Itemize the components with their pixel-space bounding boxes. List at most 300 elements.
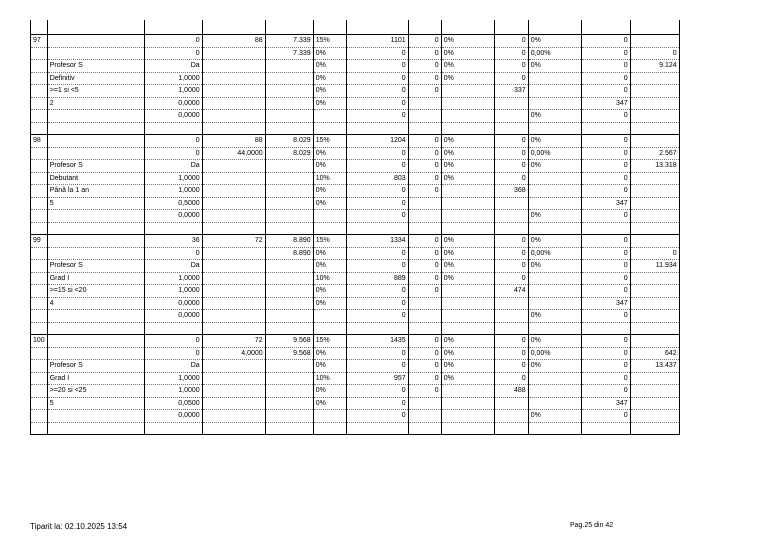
- empty-cell: [202, 222, 265, 235]
- empty-cell: [313, 422, 346, 435]
- table-cell: 1204: [346, 135, 408, 148]
- table-cell: 0%: [313, 47, 346, 60]
- table-row: [31, 347, 680, 360]
- table-cell: 0%: [441, 172, 494, 185]
- table-row: [31, 260, 680, 273]
- table-cell: [47, 35, 144, 48]
- table-cell: [408, 110, 441, 123]
- table-cell: 0%: [313, 85, 346, 98]
- table-cell: 0: [494, 335, 528, 348]
- table-cell: 88: [202, 35, 265, 48]
- table-cell: 0%: [528, 160, 581, 173]
- table-cell: [265, 297, 313, 310]
- table-cell: [630, 72, 679, 85]
- table-cell: 10%: [313, 272, 346, 285]
- table-row: [31, 385, 680, 398]
- table-cell: 0: [630, 47, 679, 60]
- table-cell: [494, 410, 528, 423]
- table-cell: 72: [202, 235, 265, 248]
- separator-row: [31, 422, 680, 435]
- row-index-cell: [31, 85, 48, 98]
- table-cell: 0: [494, 272, 528, 285]
- empty-cell: [581, 222, 630, 235]
- table-cell: 0: [581, 272, 630, 285]
- table-cell: 0%: [441, 272, 494, 285]
- table-cell: [202, 272, 265, 285]
- table-cell: [202, 210, 265, 223]
- table-cell: 0,0000: [144, 297, 202, 310]
- table-row: [31, 310, 680, 323]
- table-cell: 0: [346, 85, 408, 98]
- table-row: [31, 397, 680, 410]
- table-cell: 10%: [313, 372, 346, 385]
- table-cell: 0: [494, 147, 528, 160]
- table-row: [31, 85, 680, 98]
- empty-cell: [441, 322, 494, 335]
- table-cell: 474: [494, 285, 528, 298]
- table-cell: [265, 197, 313, 210]
- row-index-cell: [31, 160, 48, 173]
- empty-cell: [265, 322, 313, 335]
- table-cell: [265, 272, 313, 285]
- table-cell: [202, 310, 265, 323]
- table-row: [31, 147, 680, 160]
- empty-cell: [408, 322, 441, 335]
- table-top-row: [31, 20, 680, 35]
- table-cell: [47, 310, 144, 323]
- table-cell: 1101: [346, 35, 408, 48]
- empty-cell: [202, 122, 265, 135]
- table-cell: [630, 97, 679, 110]
- table-cell: 0: [581, 60, 630, 73]
- table-cell: 0,0500: [144, 397, 202, 410]
- empty-cell: [581, 122, 630, 135]
- table-cell: [528, 97, 581, 110]
- table-cell: 0: [144, 335, 202, 348]
- table-cell: 4: [47, 297, 144, 310]
- empty-cell: [581, 322, 630, 335]
- table-cell: 1,0000: [144, 72, 202, 85]
- table-cell: [528, 297, 581, 310]
- table-cell: 337: [494, 85, 528, 98]
- table-cell: 0: [494, 372, 528, 385]
- empty-cell: [346, 122, 408, 135]
- table-cell: 0: [581, 235, 630, 248]
- table-cell: 0,00%: [528, 347, 581, 360]
- table-cell: >=1 si <5: [47, 85, 144, 98]
- table-cell: 0,0000: [144, 310, 202, 323]
- table-cell: Profesor S: [47, 360, 144, 373]
- empty-cell: [313, 222, 346, 235]
- table-cell: 0: [346, 397, 408, 410]
- row-index-cell: [31, 385, 48, 398]
- table-cell: [441, 197, 494, 210]
- table-cell: [202, 360, 265, 373]
- empty-cell: [346, 222, 408, 235]
- table-cell: 0%: [313, 260, 346, 273]
- table-cell: 889: [346, 272, 408, 285]
- table-cell: 0: [581, 160, 630, 173]
- empty-cell: [202, 422, 265, 435]
- table-cell: [265, 285, 313, 298]
- table-cell: 957: [346, 372, 408, 385]
- table-cell: 0%: [528, 135, 581, 148]
- table-cell: Definitiv: [47, 72, 144, 85]
- table-cell: [202, 160, 265, 173]
- table-cell: 5: [47, 197, 144, 210]
- table-cell: [202, 197, 265, 210]
- table-cell: [265, 160, 313, 173]
- table-cell: 0: [581, 47, 630, 60]
- row-index-cell: [31, 247, 48, 260]
- empty-cell: [494, 322, 528, 335]
- table-cell: [494, 297, 528, 310]
- table-cell: 0%: [528, 335, 581, 348]
- table-cell: [630, 235, 679, 248]
- table-cell: 0: [408, 360, 441, 373]
- table-cell: 0: [346, 385, 408, 398]
- table-cell: 0,00%: [528, 147, 581, 160]
- table-cell: 8.029: [265, 135, 313, 148]
- table-cell: 0%: [441, 247, 494, 260]
- table-cell: 0%: [313, 60, 346, 73]
- table-row: [31, 335, 680, 348]
- table-cell: [494, 397, 528, 410]
- table-cell: 0: [408, 272, 441, 285]
- table-cell: Profesor S: [47, 60, 144, 73]
- table-cell: [441, 285, 494, 298]
- empty-cell: [528, 122, 581, 135]
- table-cell: [630, 210, 679, 223]
- table-cell: 642: [630, 347, 679, 360]
- table-cell: [202, 285, 265, 298]
- table-cell: 0%: [441, 372, 494, 385]
- table-cell: 0: [144, 35, 202, 48]
- table-cell: 0%: [528, 360, 581, 373]
- table-cell: [265, 60, 313, 73]
- table-cell: 0: [408, 135, 441, 148]
- empty-cell: [31, 122, 48, 135]
- table-cell: [202, 172, 265, 185]
- table-cell: 0: [581, 72, 630, 85]
- table-cell: 13.318: [630, 160, 679, 173]
- table-cell: [630, 297, 679, 310]
- table-cell: 8.890: [265, 235, 313, 248]
- table-cell: [441, 210, 494, 223]
- table-cell: 15%: [313, 35, 346, 48]
- table-cell: Până la 1 an: [47, 185, 144, 198]
- separator-row: [31, 122, 680, 135]
- table-cell: [494, 210, 528, 223]
- table-cell: [265, 97, 313, 110]
- table-cell: 0: [630, 247, 679, 260]
- row-index-cell: [31, 60, 48, 73]
- table-cell: [494, 97, 528, 110]
- table-cell: 0%: [441, 135, 494, 148]
- row-index-cell: [31, 297, 48, 310]
- table-cell: [630, 397, 679, 410]
- table-cell: [630, 85, 679, 98]
- table-cell: 1334: [346, 235, 408, 248]
- row-index-cell: [31, 97, 48, 110]
- table-cell: Da: [144, 260, 202, 273]
- table-cell: [528, 272, 581, 285]
- row-index-cell: [31, 47, 48, 60]
- table-row: [31, 247, 680, 260]
- table-row: [31, 372, 680, 385]
- table-cell: 0%: [313, 360, 346, 373]
- table-cell: 0: [408, 385, 441, 398]
- table-cell: [313, 310, 346, 323]
- table-cell: 0: [346, 285, 408, 298]
- table-cell: 0%: [528, 260, 581, 273]
- table-cell: [202, 85, 265, 98]
- empty-cell: [630, 322, 679, 335]
- table-cell: [630, 35, 679, 48]
- empty-cell: [528, 322, 581, 335]
- table-cell: [202, 47, 265, 60]
- table-cell: 0: [346, 110, 408, 123]
- row-index-cell: [31, 260, 48, 273]
- table-cell: 0,5000: [144, 197, 202, 210]
- table-cell: 1,0000: [144, 85, 202, 98]
- table-cell: 0%: [441, 60, 494, 73]
- table-cell: [528, 72, 581, 85]
- table-cell: 8.029: [265, 147, 313, 160]
- empty-cell: [494, 222, 528, 235]
- table-cell: 803: [346, 172, 408, 185]
- row-index-cell: [31, 272, 48, 285]
- table-cell: [313, 210, 346, 223]
- table-cell: 1,0000: [144, 172, 202, 185]
- table-cell: 0: [408, 347, 441, 360]
- table-cell: 0: [408, 147, 441, 160]
- table-cell: 0%: [441, 360, 494, 373]
- table-cell: 368: [494, 185, 528, 198]
- table-cell: [265, 85, 313, 98]
- table-cell: [528, 372, 581, 385]
- table-cell: [202, 397, 265, 410]
- table-cell: 0%: [313, 247, 346, 260]
- table-cell: [265, 172, 313, 185]
- table-cell: 0: [581, 172, 630, 185]
- table-cell: 0%: [313, 72, 346, 85]
- table-cell: 0,00%: [528, 47, 581, 60]
- table-cell: 0: [346, 210, 408, 223]
- table-cell: [47, 247, 144, 260]
- table-cell: [265, 397, 313, 410]
- report-table-body: [31, 20, 680, 435]
- table-cell: [408, 297, 441, 310]
- table-cell: [408, 197, 441, 210]
- table-cell: [630, 310, 679, 323]
- table-cell: 0,0000: [144, 210, 202, 223]
- table-cell: 44,0000: [202, 147, 265, 160]
- table-cell: 0: [144, 347, 202, 360]
- table-cell: [528, 385, 581, 398]
- table-cell: 0: [494, 260, 528, 273]
- table-cell: 0: [494, 160, 528, 173]
- table-cell: 0: [581, 335, 630, 348]
- table-cell: 0: [346, 360, 408, 373]
- table-cell: [313, 110, 346, 123]
- table-cell: 0: [581, 310, 630, 323]
- empty-cell: [528, 422, 581, 435]
- empty-cell: [346, 322, 408, 335]
- table-cell: 0%: [528, 235, 581, 248]
- table-row: [31, 210, 680, 223]
- table-cell: 0%: [313, 185, 346, 198]
- table-row: [31, 285, 680, 298]
- table-cell: 0%: [313, 397, 346, 410]
- table-cell: 0: [144, 147, 202, 160]
- table-cell: 1,0000: [144, 272, 202, 285]
- table-cell: 347: [581, 97, 630, 110]
- empty-cell: [346, 422, 408, 435]
- table-cell: 0: [346, 310, 408, 323]
- table-cell: 0: [408, 285, 441, 298]
- table-cell: >=20 si <25: [47, 385, 144, 398]
- table-cell: 0: [581, 85, 630, 98]
- table-cell: 15%: [313, 335, 346, 348]
- table-cell: [47, 335, 144, 348]
- table-cell: Debutant: [47, 172, 144, 185]
- table-cell: 0%: [441, 260, 494, 273]
- table-cell: 0: [408, 35, 441, 48]
- table-cell: [47, 47, 144, 60]
- table-cell: 0: [408, 372, 441, 385]
- table-cell: [47, 147, 144, 160]
- table-cell: 0: [346, 60, 408, 73]
- table-row: [31, 410, 680, 423]
- separator-row: [31, 222, 680, 235]
- empty-cell: [528, 222, 581, 235]
- table-cell: 0: [581, 210, 630, 223]
- printed-timestamp: Tiparit la: 02.10.2025 13:54: [30, 522, 128, 531]
- table-cell: 0: [346, 197, 408, 210]
- row-index-cell: [31, 360, 48, 373]
- table-cell: [630, 172, 679, 185]
- empty-cell: [47, 322, 144, 335]
- table-cell: 0: [581, 372, 630, 385]
- table-row: [31, 47, 680, 60]
- table-cell: 0%: [441, 147, 494, 160]
- table-cell: 9.124: [630, 60, 679, 73]
- table-cell: 0%: [441, 335, 494, 348]
- table-cell: 0%: [441, 347, 494, 360]
- table-cell: [265, 360, 313, 373]
- table-row: [31, 235, 680, 248]
- table-cell: 0: [346, 185, 408, 198]
- table-cell: [265, 310, 313, 323]
- empty-cell: [441, 222, 494, 235]
- empty-cell: [265, 222, 313, 235]
- table-cell: 488: [494, 385, 528, 398]
- table-cell: [313, 410, 346, 423]
- table-cell: [47, 235, 144, 248]
- row-index-cell: [31, 185, 48, 198]
- row-index-cell: [31, 110, 48, 123]
- empty-cell: [630, 422, 679, 435]
- table-cell: 0: [408, 185, 441, 198]
- table-cell: [630, 185, 679, 198]
- table-cell: 0: [408, 85, 441, 98]
- table-cell: 9.568: [265, 347, 313, 360]
- table-cell: Profesor S: [47, 260, 144, 273]
- table-cell: [265, 72, 313, 85]
- table-cell: [630, 385, 679, 398]
- table-cell: [202, 247, 265, 260]
- table-cell: 0%: [313, 160, 346, 173]
- table-cell: 0: [346, 97, 408, 110]
- row-index-cell: [31, 172, 48, 185]
- table-cell: 0: [494, 235, 528, 248]
- table-cell: [47, 210, 144, 223]
- table-cell: 0: [408, 72, 441, 85]
- table-cell: [265, 372, 313, 385]
- table-cell: 0%: [528, 210, 581, 223]
- table-row: [31, 160, 680, 173]
- table-cell: [630, 335, 679, 348]
- table-cell: [441, 397, 494, 410]
- table-cell: [441, 385, 494, 398]
- table-cell: 0: [346, 347, 408, 360]
- row-index-cell: 100: [31, 335, 48, 348]
- row-index-cell: [31, 310, 48, 323]
- table-cell: Da: [144, 360, 202, 373]
- table-cell: 8.890: [265, 247, 313, 260]
- table-cell: [47, 347, 144, 360]
- table-cell: 0%: [528, 310, 581, 323]
- empty-cell: [441, 422, 494, 435]
- table-cell: 0: [581, 247, 630, 260]
- table-cell: 1,0000: [144, 372, 202, 385]
- row-index-cell: [31, 197, 48, 210]
- table-cell: 0%: [441, 235, 494, 248]
- table-cell: [630, 272, 679, 285]
- table-cell: 347: [581, 197, 630, 210]
- table-cell: [202, 72, 265, 85]
- table-cell: [265, 385, 313, 398]
- table-cell: 0: [408, 247, 441, 260]
- row-index-cell: [31, 285, 48, 298]
- table-cell: 0%: [313, 97, 346, 110]
- table-cell: [265, 210, 313, 223]
- row-index-cell: [31, 72, 48, 85]
- table-cell: 0: [346, 72, 408, 85]
- table-cell: [528, 172, 581, 185]
- table-cell: Grad I: [47, 272, 144, 285]
- table-cell: [202, 297, 265, 310]
- table-cell: 0: [408, 235, 441, 248]
- table-cell: 0,0000: [144, 410, 202, 423]
- table-cell: 2.567: [630, 147, 679, 160]
- table-cell: 1,0000: [144, 285, 202, 298]
- table-cell: 0%: [441, 160, 494, 173]
- table-cell: [202, 97, 265, 110]
- empty-cell: [313, 122, 346, 135]
- empty-cell: [313, 322, 346, 335]
- table-cell: 11.934: [630, 260, 679, 273]
- empty-cell: [265, 122, 313, 135]
- table-cell: [265, 185, 313, 198]
- table-cell: [408, 410, 441, 423]
- table-row: [31, 72, 680, 85]
- table-cell: 0: [581, 147, 630, 160]
- table-cell: [202, 110, 265, 123]
- empty-cell: [630, 222, 679, 235]
- table-cell: 0%: [441, 72, 494, 85]
